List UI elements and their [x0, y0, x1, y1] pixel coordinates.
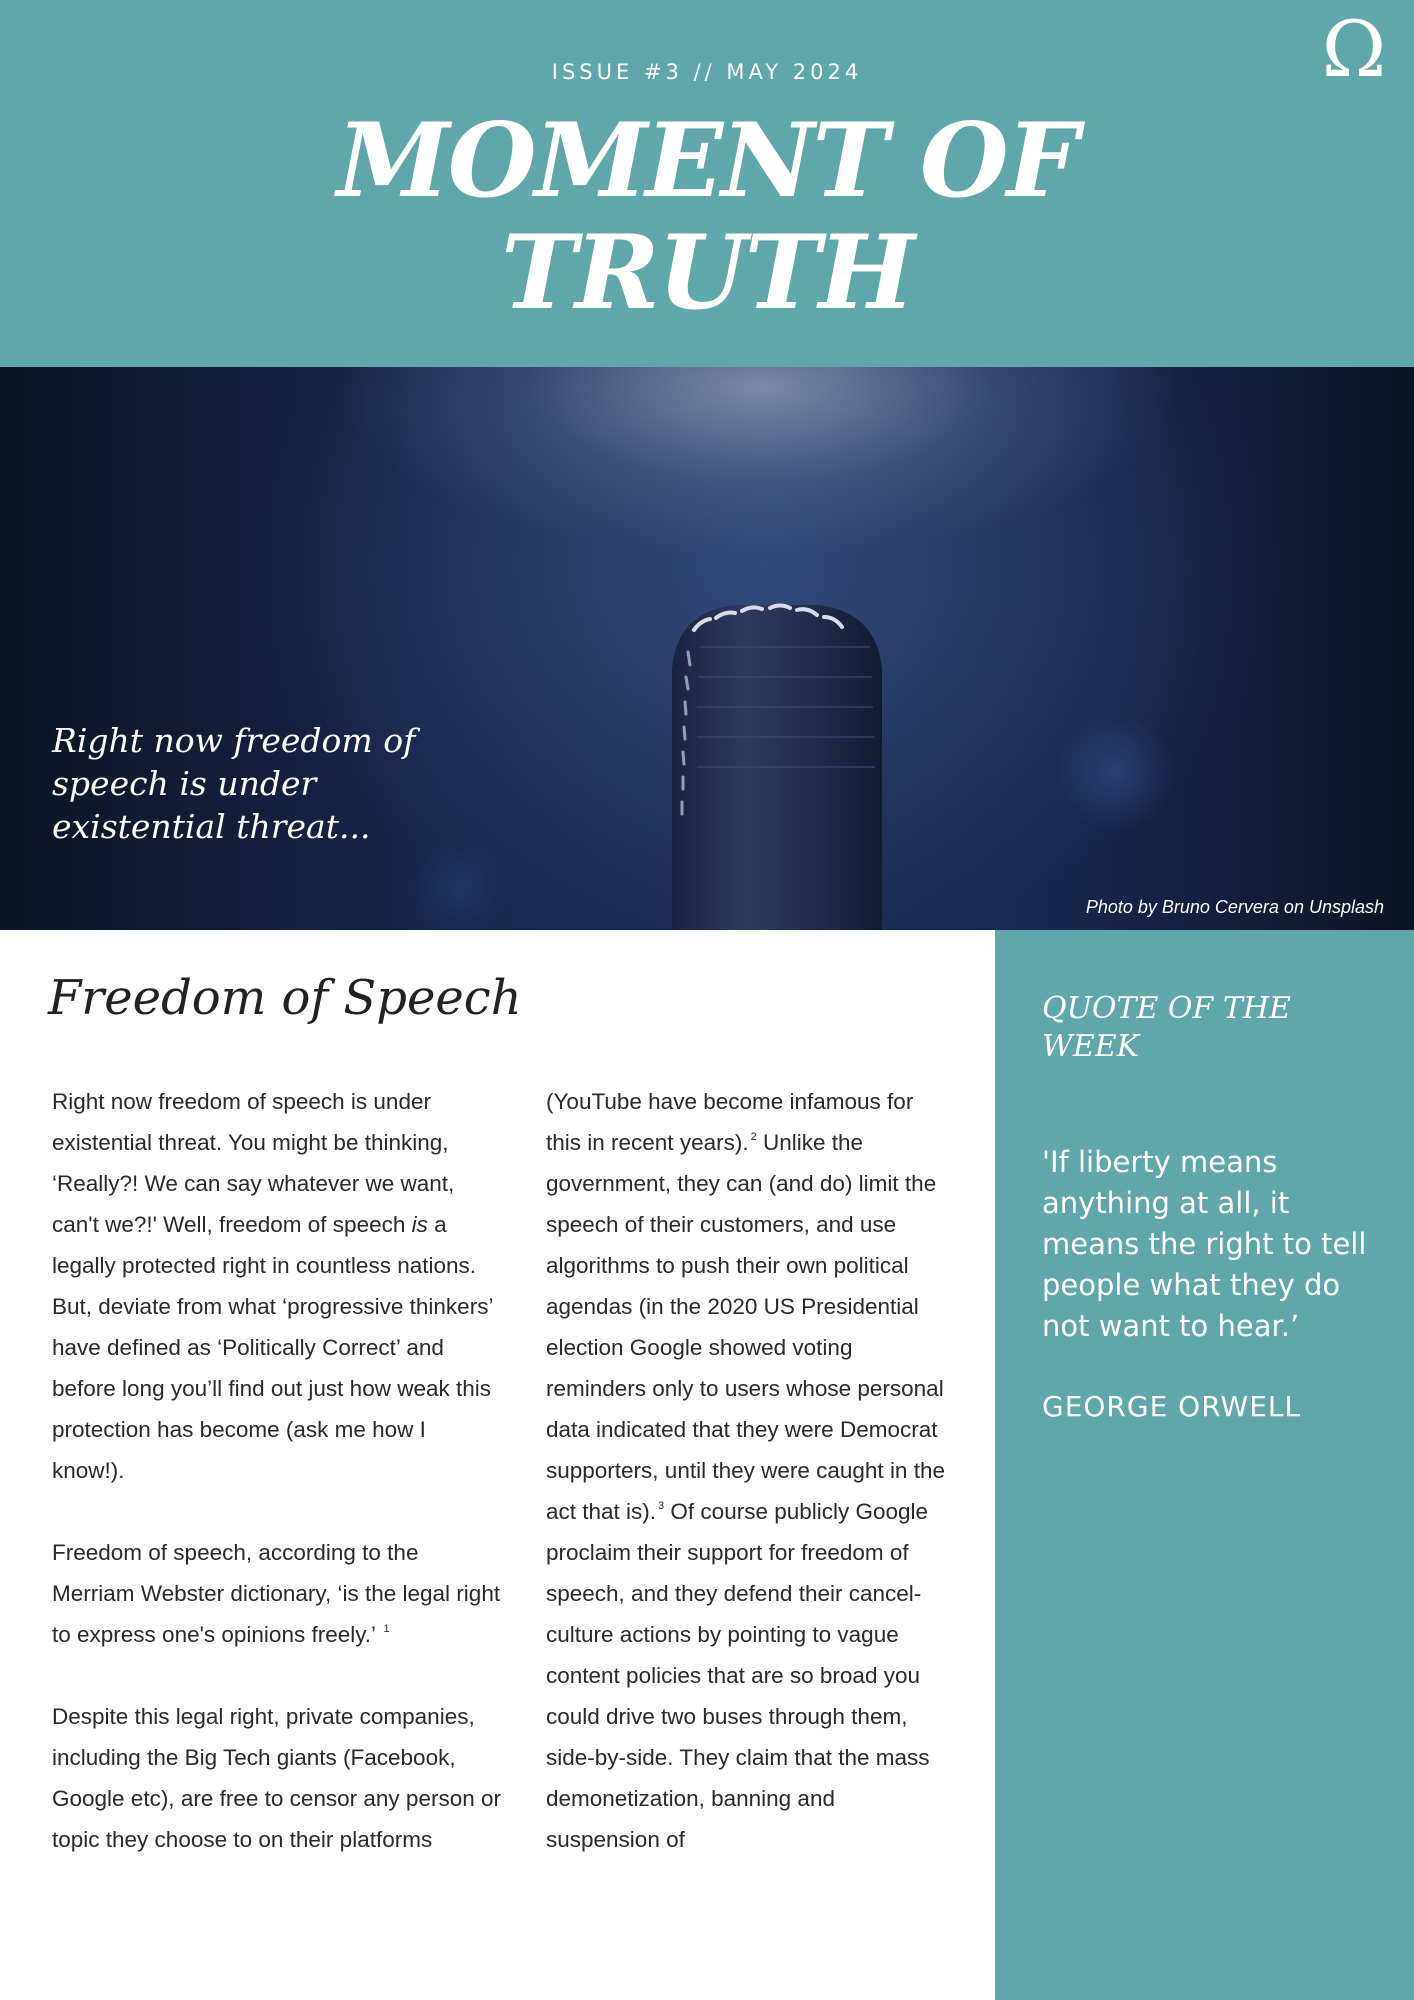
article-title: Freedom of Speech: [48, 970, 522, 1026]
title-line-2: TRUTH: [501, 213, 913, 333]
footnote-3[interactable]: 3: [658, 1500, 665, 1512]
masthead: [0, 0, 1414, 367]
quote-sidebar: [995, 930, 1414, 2000]
omega-logo-icon: Ω: [1321, 5, 1387, 95]
article-column-1: [52, 1081, 502, 1860]
hero-caption: Right now freedom of speech is under existential threat...: [52, 721, 416, 846]
paragraph-1: Right now freedom of speech is under existential threat. You might be thinking, ‘Really?! We can say whatever we want, can't we?!' Well, freedom of speech is a legally protected right in countless nations. But, deviate from what ‘progressive thinkers’ have defined as ‘Politically Correct’ and before long you’ll find out just how weak this protection has become (ask me how I know!).: [52, 1089, 493, 1483]
quote-of-week-heading: QUOTE OF THE WEEK: [1042, 991, 1291, 1064]
newsletter-title: [0, 101, 1414, 333]
title-line-1: MOMENT OF: [336, 101, 1078, 221]
photo-credit: Photo by Bruno Cervera on Unsplash: [1085, 897, 1384, 917]
paragraph-2: Freedom of speech, according to the Merriam Webster dictionary, ‘is the legal right to express one's opinions freely.’ $^1$: [52, 1540, 501, 1647]
quote-author: GEORGE ORWELL: [1042, 1390, 1302, 1423]
paragraph-3: Despite this legal right, private companies, including the Big Tech giants (Facebook, Google etc), are free to censor any person or topic they choose to on their platforms: [52, 1704, 501, 1852]
quote-text: 'If liberty means anything at all, it means the right to tell people what they do not want to hear.’: [1042, 1145, 1367, 1343]
hero-image: [0, 367, 1414, 930]
article-column-2: [546, 1081, 951, 1860]
paragraph-4: (YouTube have become infamous for this in recent years). $^2$ Unlike the government, they can (and do) limit the speech of their customers, and use algorithms to push their own political agendas (in the 2020 US Presidential election Google showed voting reminders only to users whose personal data indicated that they were Democrat supporters, until they were caught in the act that is). $^3$ Of course publicly Google proclaim their support for freedom of speech, and they defend their cancel-culture actions by pointing to vague content policies that are so broad you could drive two buses through them, side-by-side. They claim that the mass demonetization, banning and suspension of: [546, 1089, 945, 1852]
footnote-1[interactable]: 1: [383, 1623, 390, 1635]
footnote-2[interactable]: 2: [750, 1131, 757, 1143]
issue-label: ISSUE #3 // MAY 2024: [551, 60, 863, 84]
